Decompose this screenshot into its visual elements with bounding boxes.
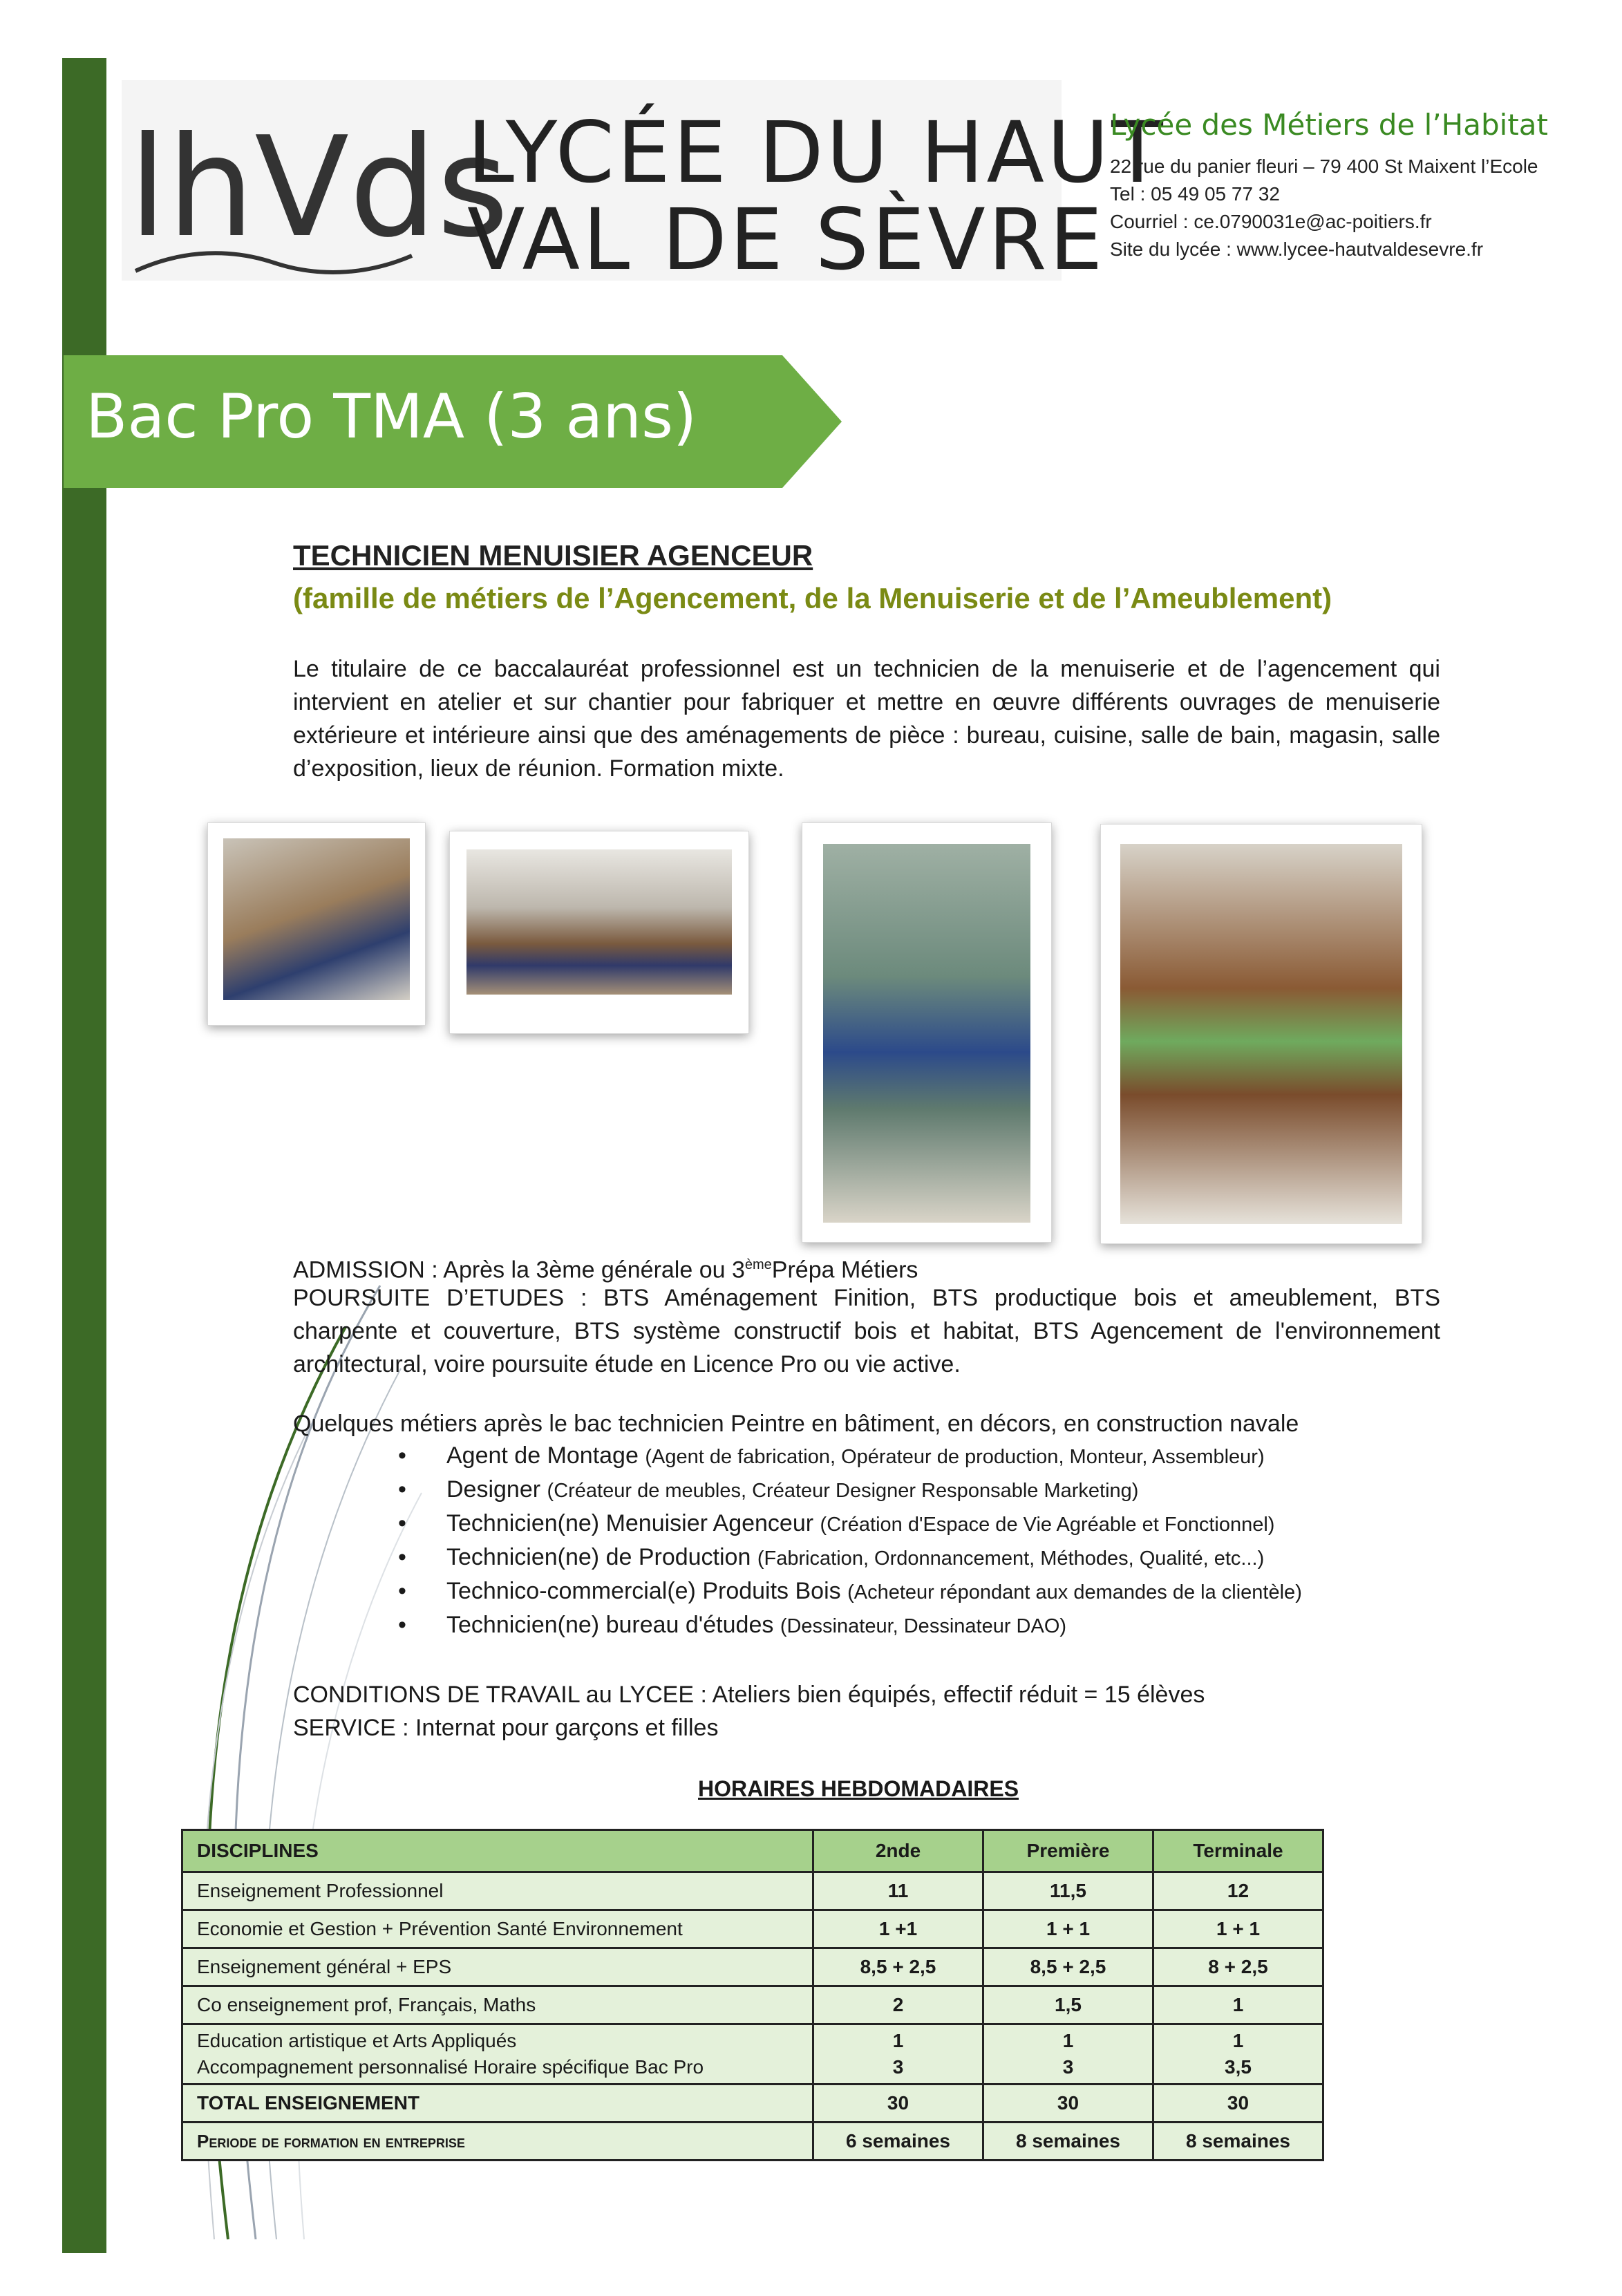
row-label: Enseignement Professionnel: [182, 1872, 813, 1910]
admission-text: ADMISSION : Après la 3ème générale ou 3: [293, 1257, 745, 1283]
table-row: [182, 1948, 1323, 1986]
cell-terminale: 8 semaines: [1153, 2123, 1323, 2161]
list-item: [387, 1473, 1465, 1507]
bullet-icon: •: [398, 1442, 406, 1469]
contact-block: [1110, 108, 1548, 263]
cell-premiere: 1,5: [983, 1986, 1153, 2024]
table-row: [182, 2024, 1323, 2085]
header-terminale: Terminale: [1153, 1830, 1323, 1872]
row-label: Co enseignement prof, Français, Maths: [182, 1986, 813, 2024]
cell-2nde: 8,5 + 2,5: [813, 1948, 983, 1986]
row-label-line1: Education artistique et Arts Appliqués: [197, 2030, 517, 2051]
logo-lettering: lhVds: [129, 107, 509, 268]
row-label: Enseignement général + EPS: [182, 1948, 813, 1986]
job-detail: (Créateur de meubles, Créateur Designer Responsable Marketing): [547, 1480, 1139, 1502]
photo-bandsaw: [802, 822, 1052, 1243]
header-premiere: Première: [983, 1830, 1153, 1872]
cell-premiere: 1 + 1: [983, 1910, 1153, 1948]
cell-value-2: 3: [1062, 2056, 1074, 2078]
contact-website[interactable]: Site du lycée : www.lycee-hautvaldesevre.fr: [1110, 238, 1484, 260]
list-item: [387, 1574, 1465, 1608]
photo-workshop-1: [207, 822, 426, 1026]
header-disciplines: DISCIPLINES: [182, 1830, 813, 1872]
cell-terminale: 1 + 1: [1153, 1910, 1323, 1948]
row-label-line2: Accompagnement personnalisé Horaire spécifique Bac Pro: [197, 2056, 704, 2078]
cell-2nde: 11: [813, 1872, 983, 1910]
cell-terminale: 1: [1153, 1986, 1323, 2024]
job-detail: (Dessinateur, Dessinateur DAO): [780, 1615, 1067, 1637]
header-2nde: 2nde: [813, 1830, 983, 1872]
table-row-periode: [182, 2123, 1323, 2161]
cell-value-1: 1: [1062, 2030, 1074, 2051]
conditions-line: CONDITIONS DE TRAVAIL au LYCEE : Ateliers bien équipés, effectif réduit = 15 élèves: [293, 1682, 1205, 1708]
job-list: [387, 1439, 1465, 1642]
list-item: [387, 1541, 1465, 1574]
school-name-line1: LYCÉE DU HAUT: [467, 104, 1166, 202]
bullet-icon: •: [398, 1476, 406, 1503]
list-item: [387, 1608, 1465, 1642]
service-line: SERVICE : Internat pour garçons et filles: [293, 1715, 719, 1741]
list-item: [387, 1507, 1465, 1541]
cell-2nde: 2: [813, 1986, 983, 2024]
contact-phone: Tel : 05 49 05 77 32: [1110, 183, 1280, 205]
cell-value-2: 3,5: [1225, 2056, 1252, 2078]
intro-paragraph: Le titulaire de ce baccalauréat professionnel est un technicien de la menuiserie et de l’agencement qui intervient en atelier et sur chantier pour fabriquer et mettre en œuvre différents ouvrages de menuiserie extérieure et intérieure ainsi que des aménagements de pièce : bureau, cuisine, salle de bain, magasin, salle d’exposition, lieux de réunion. Formation mixte.: [293, 656, 1440, 782]
program-subtitle: (famille de métiers de l’Agencement, de la Menuiserie et de l’Ameublement): [293, 582, 1332, 614]
job-title: Technicien(ne) Menuisier Agenceur: [446, 1510, 814, 1536]
contact-email[interactable]: Courriel : ce.0790031e@ac-poitiers.fr: [1110, 211, 1432, 232]
row-label: [182, 2024, 813, 2085]
photo-workshop-2: [449, 831, 749, 1034]
admission-text-end: Prépa Métiers: [771, 1257, 918, 1283]
cell-value-2: 3: [892, 2056, 904, 2078]
program-title: TECHNICIEN MENUISIER AGENCEUR: [293, 539, 813, 572]
cell-premiere: [983, 2024, 1153, 2085]
cell-premiere: 11,5: [983, 1872, 1153, 1910]
table-row: [182, 1872, 1323, 1910]
cell-2nde: 30: [813, 2085, 983, 2123]
cell-premiere: 30: [983, 2085, 1153, 2123]
job-title: Designer: [446, 1476, 541, 1503]
job-title: Technicien(ne) de Production: [446, 1544, 751, 1570]
job-detail: (Agent de fabrication, Opérateur de production, Monteur, Assembleur): [645, 1446, 1265, 1468]
bullet-icon: •: [398, 1544, 406, 1570]
row-label: Periode de formation en entreprise: [182, 2123, 813, 2161]
cell-premiere: 8 semaines: [983, 2123, 1153, 2161]
cell-terminale: 12: [1153, 1872, 1323, 1910]
table-row: [182, 1986, 1323, 2024]
job-detail: (Création d'Espace de Vie Agréable et Fonctionnel): [820, 1514, 1275, 1536]
table-header-row: [182, 1830, 1323, 1872]
school-name: [467, 104, 1166, 289]
list-item: [387, 1439, 1465, 1473]
contact-address: 22 rue du panier fleuri – 79 400 St Maixent l’Ecole: [1110, 156, 1538, 177]
row-label: TOTAL ENSEIGNEMENT: [182, 2085, 813, 2123]
table-row: [182, 1910, 1323, 1948]
poursuite-paragraph: POURSUITE D’ETUDES : BTS Aménagement Finition, BTS productique bois et ameublement, BTS charpente et couverture, BTS système constructif bois et habitat, BTS Agencement de l'environnement architectural, voire poursuite étude en Licence Pro ou vie active.: [293, 1285, 1440, 1377]
job-detail: (Fabrication, Ordonnancement, Méthodes, Qualité, etc...): [757, 1547, 1265, 1570]
job-title: Agent de Montage: [446, 1442, 639, 1469]
job-title: Technicien(ne) bureau d'études: [446, 1612, 774, 1638]
job-detail: (Acheteur répondant aux demandes de la clientèle): [847, 1581, 1302, 1603]
banner-title: Bac Pro TMA (3 ans): [86, 381, 697, 452]
cell-2nde: [813, 2024, 983, 2085]
photo-workshop-3: [1100, 824, 1422, 1244]
contact-title: Lycée des Métiers de l’Habitat: [1110, 108, 1548, 142]
cell-premiere: 8,5 + 2,5: [983, 1948, 1153, 1986]
bullet-icon: •: [398, 1612, 406, 1638]
job-title: Technico-commercial(e) Produits Bois: [446, 1578, 841, 1604]
metiers-intro: Quelques métiers après le bac technicien Peintre en bâtiment, en décors, en construction navale: [293, 1411, 1299, 1437]
school-logo: [129, 90, 509, 283]
school-name-line2: VAL DE SÈVRE: [467, 191, 1106, 289]
cell-2nde: 1 +1: [813, 1910, 983, 1948]
cell-2nde: 6 semaines: [813, 2123, 983, 2161]
cell-value-1: 1: [892, 2030, 904, 2051]
table-row-total: [182, 2085, 1323, 2123]
cell-value-1: 1: [1232, 2030, 1244, 2051]
bullet-icon: •: [398, 1510, 406, 1536]
cell-terminale: 30: [1153, 2085, 1323, 2123]
row-label: Economie et Gestion + Prévention Santé Environnement: [182, 1910, 813, 1948]
schedule-table: [181, 1829, 1324, 2161]
cell-terminale: [1153, 2024, 1323, 2085]
schedule-title: HORAIRES HEBDOMADAIRES: [698, 1776, 1019, 1801]
admission-superscript: ème: [744, 1257, 772, 1272]
cell-terminale: 8 + 2,5: [1153, 1948, 1323, 1986]
bullet-icon: •: [398, 1578, 406, 1604]
